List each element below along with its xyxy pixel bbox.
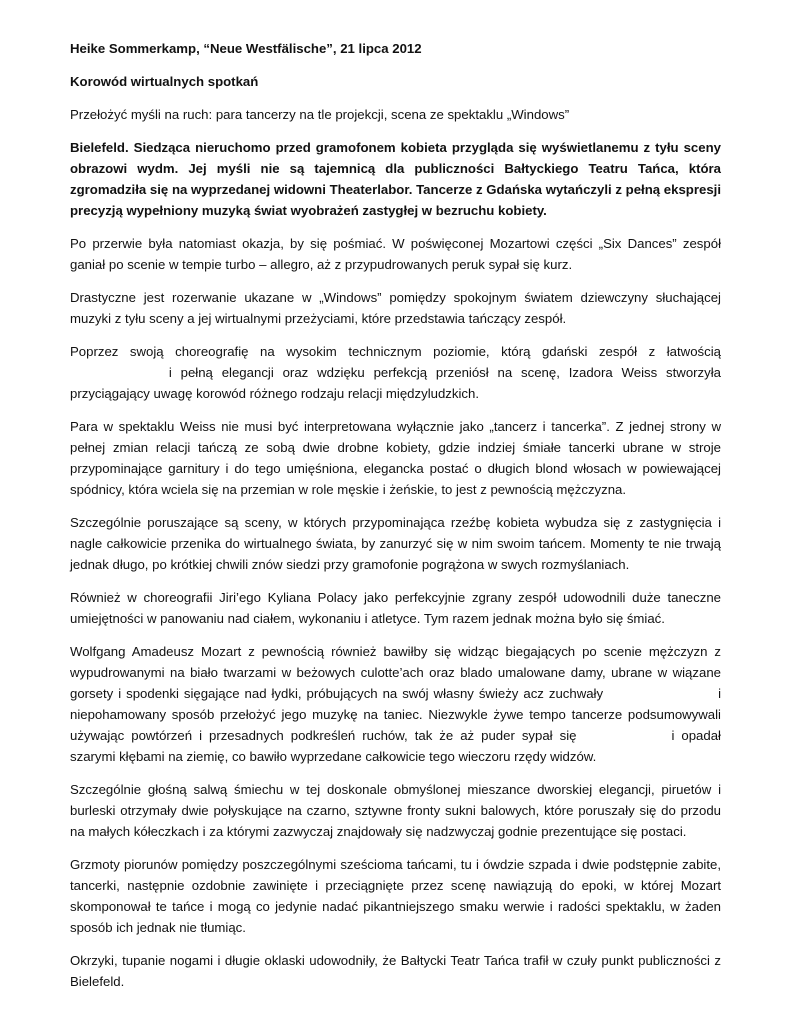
photo-caption: Przełożyć myśli na ruch: para tancerzy na tle projekcji, scena ze spektaklu „Windows” xyxy=(70,107,570,122)
paragraph-3-part-a: Poprzez swoją choreografię na wysokim technicznym poziomie, którą gdański zespół z łatwością xyxy=(70,344,721,359)
paragraph-3 xyxy=(70,341,721,404)
paragraph-7-part-a: Wolfgang Amadeusz Mozart z pewnością również bawiłby się widząc biegających po scenie mężczyzn z wypudrowanymi na biało twarzami w beżowych culotte’ach oraz blado umalowane damy, ubrane w wiązane gorsety i spodenki sięgające nad łydki, próbujących na swój własny świeży acz zuchwały xyxy=(70,644,721,701)
paragraph-8: Szczególnie głośną salwą śmiechu w tej doskonale obmyślonej mieszance dworskiej elegancji, piruetów i burleski otrzymały dwie połyskujące na czarno, sztywne fronty sukni balowych, które poruszały się do przodu na małych kółeczkach i za którymi zazwyczaj znajdowały się nadzwyczaj godnie prezentujące się postaci. xyxy=(70,782,721,839)
paragraph-7-part-c: i opadał szarymi kłębami na ziemię, co bawiło wyprzedane całkowicie tego wieczoru rzędy widzów. xyxy=(70,728,721,764)
paragraph-10: Okrzyki, tupanie nogami i długie oklaski udowodniły, że Bałtycki Teatr Tańca trafił w czuły punkt publiczności z Bielefeld. xyxy=(70,953,721,989)
paragraph-1: Po przerwie była natomiast okazja, by się pośmiać. W poświęconej Mozartowi części „Six Dances” zespół ganiał po scenie w tempie turbo – allegro, aż z przypudrowanych peruk sypał się kurz. xyxy=(70,236,721,272)
paragraph-7-part-b: i niepohamowany sposób przełożyć jego muzykę na taniec. Niezwykle żywe tempo tancerze podsumowywali używając powtórzeń i przesadnych podkreśleń ruchów, tak że aż puder sypał się xyxy=(70,686,721,743)
paragraph-5: Szczególnie poruszające są sceny, w których przypominająca rzeźbę kobieta wybudza się z zastygnięcia i nagle całkowicie przenika do wirtualnego świata, by zanurzyć się w nim swoim tańcem. Momenty te nie trwają jednak długo, po krótkiej chwili znów siedzi przy gramofonie pogrążona w swych rozmyślaniach. xyxy=(70,515,721,572)
paragraph-6: Również w choreografii Jiri’ego Kyliana Polacy jako perfekcyjnie zgrany zespół udowodnili duże taneczne umiejętności w panowaniu nad ciałem, wykonaniu i atletyce. Tym razem jednak można było się śmiać. xyxy=(70,590,721,626)
paragraph-7 xyxy=(70,641,721,767)
article-title: Korowód wirtualnych spotkań xyxy=(70,74,259,89)
paragraph-9: Grzmoty piorunów pomiędzy poszczególnymi sześcioma tańcami, tu i ówdzie szpada i dwie podstępnie zabite, tancerki, następnie ozdobnie zawinięte i przeciągnięte przez scenę nawiązują do epoki, w której Mozart skomponował te tańce i mogą co jedynie nadać pikantniejszego smaku werwie i radości spektaklu, w żaden sposób ich jednak nie tłumiąc. xyxy=(70,857,721,935)
paragraph-4: Para w spektaklu Weiss nie musi być interpretowana wyłącznie jako „tancerz i tancerka”. Z jednej strony w pełnej zmian relacji tańczą ze sobą dwie drobne kobiety, gdzie indziej śmiałe tancerki ubrane w stroje przypominające garnitury i do tego umięśniona, elegancka postać o długich blond włosach w powiewającej spódnicy, która wciela się na przemian w role męskie i żeńskie, to jest z pewnością mężczyzna. xyxy=(70,419,721,497)
source-line: Heike Sommerkamp, “Neue Westfälische”, 21 lipca 2012 xyxy=(70,41,422,56)
paragraph-2: Drastyczne jest rozerwanie ukazane w „Windows” pomiędzy spokojnym światem dziewczyny słuchającej muzyki z tyłu sceny a jej wirtualnymi przeżyciami, które przedstawia tańczący zespół. xyxy=(70,290,721,326)
lead-paragraph: Bielefeld. Siedząca nieruchomo przed gramofonem kobieta przygląda się wyświetlanemu z tyłu sceny obrazowi wydm. Jej myśli nie są tajemnicą dla publiczności Bałtyckiego Teatru Tańca, która zgromadziła się na wyprzedanej widowni Theaterlabor. Tancerze z Gdańska wytańczyli z pełną ekspresji precyzją wypełniony muzyką świat wyobrażeń zastygłej w bezruchu kobiety. xyxy=(70,140,721,218)
paragraph-3-part-b: i pełną elegancji oraz wdzięku perfekcją przeniósł na scenę, Izadora Weiss stworzyła przyciągający uwagę korowód różnego rodzaju relacji międzyludzkich. xyxy=(70,365,721,401)
